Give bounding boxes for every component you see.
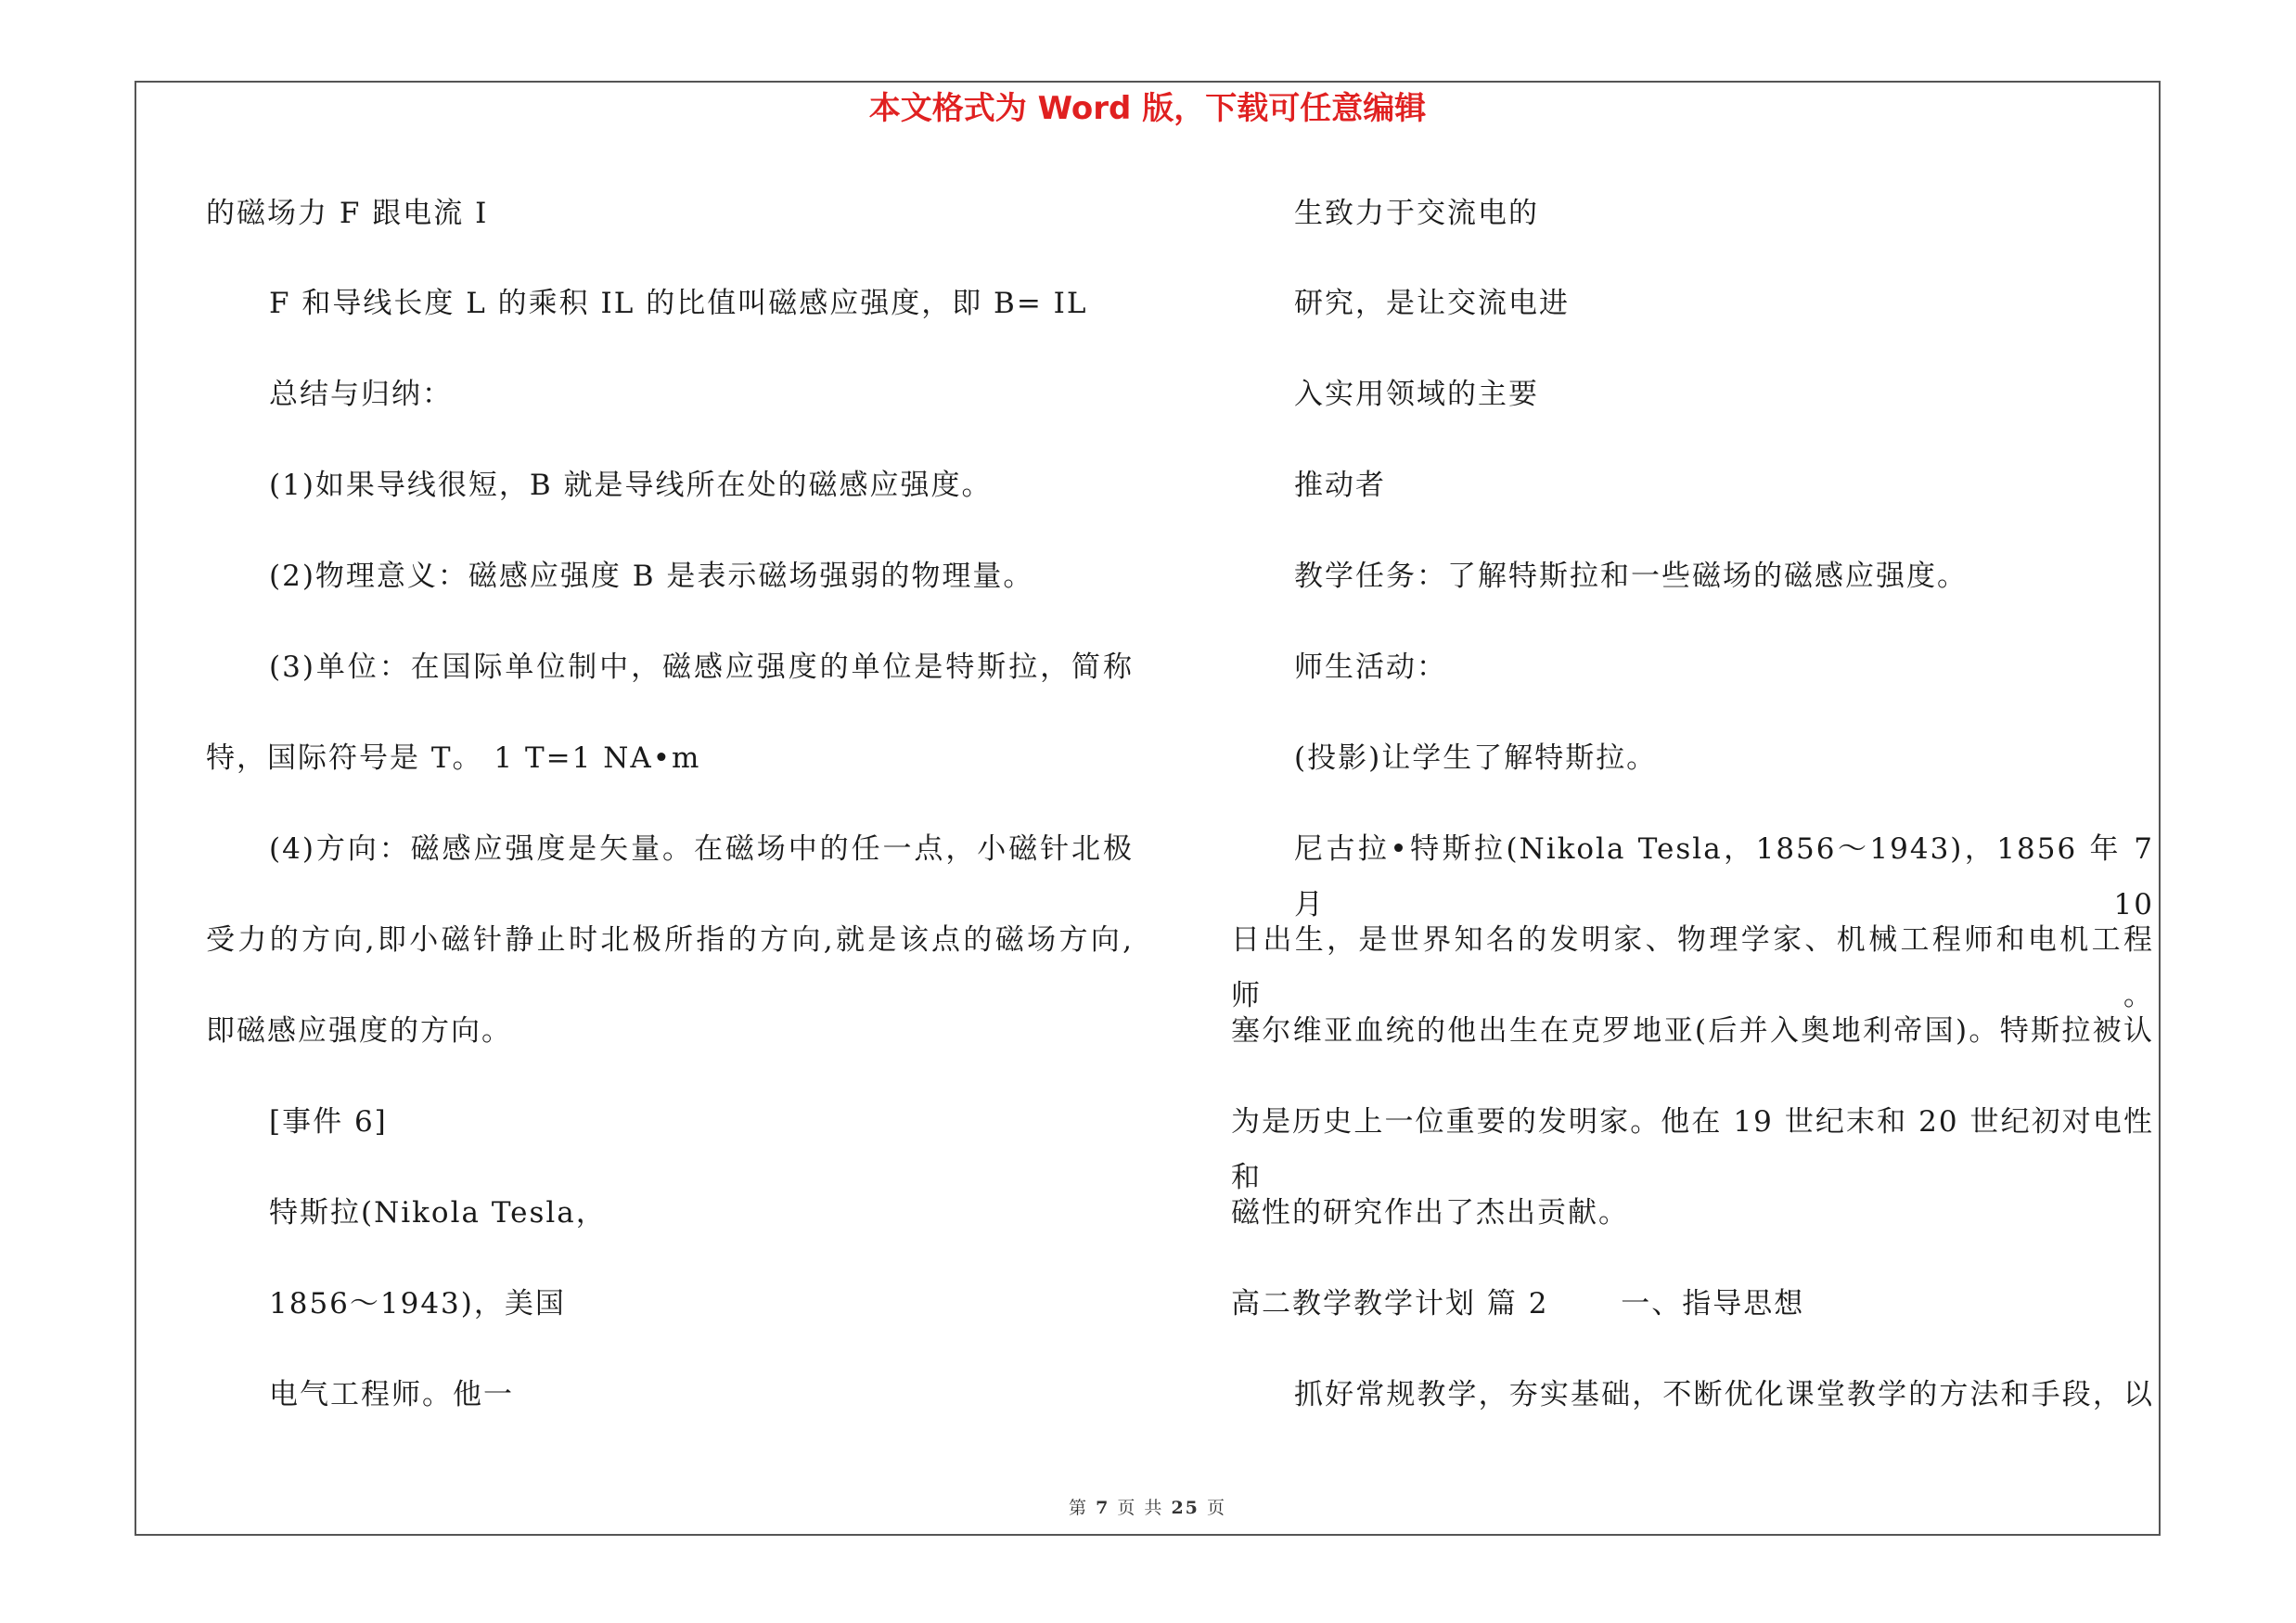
footer-middle: 页 共 xyxy=(1117,1498,1164,1518)
text-line: 特，国际符号是 T。 1 T=1 NA•m xyxy=(206,741,701,775)
text-line: 生致力于交流电的 xyxy=(1294,197,1539,230)
footer-suffix: 页 xyxy=(1206,1498,1226,1518)
text-line: (投影)让学生了解特斯拉。 xyxy=(1294,741,1658,775)
text-line: 尼古拉•特斯拉(Nikola Tesla，1856～1943)，1856 年 7 月 10 xyxy=(1294,832,2154,921)
text-line: (4)方向：磁感应强度是矢量。在磁场中的任一点，小磁针北极 xyxy=(269,832,1134,866)
header-banner: 本文格式为 Word 版，下载可任意编辑 xyxy=(868,90,1427,127)
page-footer xyxy=(135,1494,2161,1519)
text-line: 推动者 xyxy=(1294,469,1386,502)
text-line: 教学任务：了解特斯拉和一些磁场的磁感应强度。 xyxy=(1294,560,1968,593)
text-line: 即磁感应强度的方向。 xyxy=(206,1014,512,1048)
text-line: 的磁场力 F 跟电流 I xyxy=(206,197,489,230)
text-line: (1)如果导线很短，B 就是导线所在处的磁感应强度。 xyxy=(269,469,993,502)
text-line: 磁性的研究作出了杰出贡献。 xyxy=(1231,1196,1629,1230)
text-line: F 和导线长度 L 的乘积 IL 的比值叫磁感应强度，即 B= IL xyxy=(269,287,1088,320)
text-line: 电气工程师。他一 xyxy=(269,1378,514,1411)
text-line: 特斯拉(Nikola Tesla， xyxy=(269,1196,607,1230)
text-line: 总结与归纳： xyxy=(269,378,453,411)
text-line: 入实用领域的主要 xyxy=(1294,378,1539,411)
text-line: 研究，是让交流电进 xyxy=(1294,287,1570,320)
total-pages-number: 25 xyxy=(1171,1498,1199,1518)
text-line: 师生活动： xyxy=(1294,650,1447,684)
text-line: [事件 6] xyxy=(269,1105,388,1139)
text-line: 为是历史上一位重要的发明家。他在 19 世纪末和 20 世纪初对电性和 xyxy=(1231,1105,2154,1194)
text-line: 抓好常规教学，夯实基础，不断优化课堂教学的方法和手段，以 xyxy=(1294,1378,2154,1411)
text-line: 日出生，是世界知名的发明家、物理学家、机械工程师和电机工程师。 xyxy=(1231,923,2154,1012)
text-line: (3)单位：在国际单位制中，磁感应强度的单位是特斯拉，简称 xyxy=(269,650,1134,684)
text-line: 塞尔维亚血统的他出生在克罗地亚(后并入奥地利帝国)。特斯拉被认 xyxy=(1231,1014,2154,1048)
footer-prefix: 第 xyxy=(1069,1498,1089,1518)
text-line: 受力的方向,即小磁针静止时北极所指的方向,就是该点的磁场方向, xyxy=(206,923,1134,957)
text-line: (2)物理意义：磁感应强度 B 是表示磁场强弱的物理量。 xyxy=(269,560,1034,593)
section-heading: 高二教学教学计划 篇 2 一、指导思想 xyxy=(1231,1287,1805,1320)
text-line: 1856～1943)，美国 xyxy=(269,1287,566,1320)
current-page-number: 7 xyxy=(1096,1498,1110,1518)
